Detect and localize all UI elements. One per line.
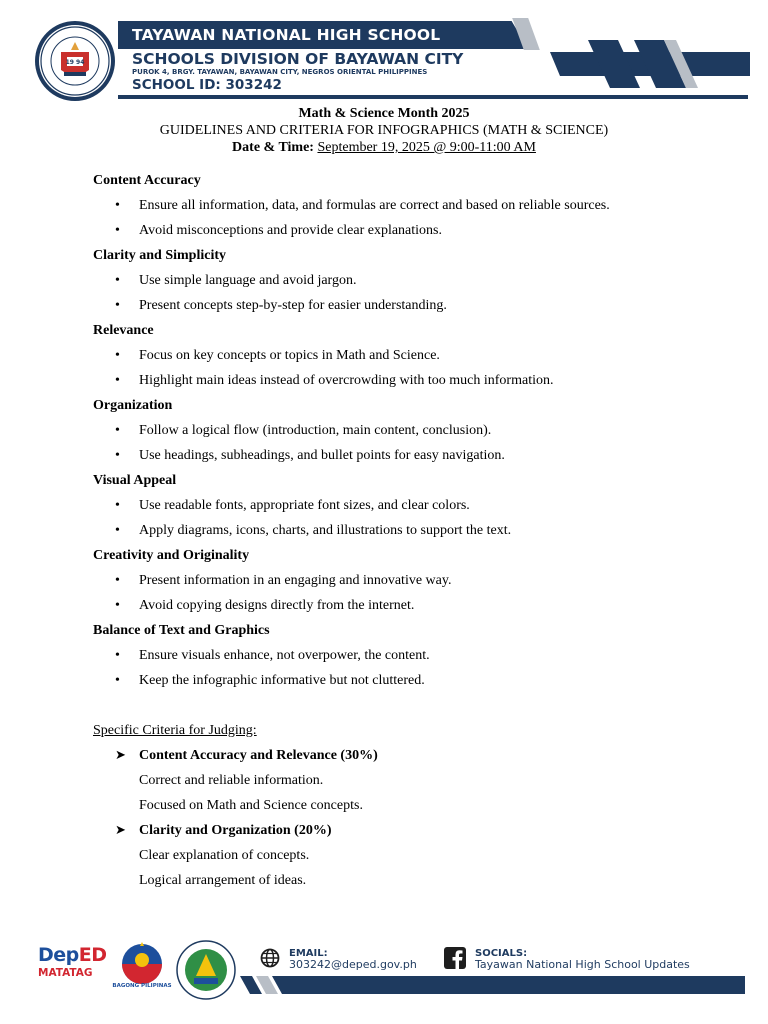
letterhead-footer	[0, 930, 768, 1024]
section-content-accuracy	[93, 172, 733, 247]
criteria-heading: Specific Criteria for Judging:	[93, 723, 257, 738]
bullet-item: • Present information in an engaging and innovative way.	[93, 572, 733, 597]
section-title: Organization	[93, 398, 173, 413]
bullet-item: • Highlight main ideas instead of overcrowding with too much information.	[93, 372, 733, 397]
header-decorative-stripes	[540, 38, 750, 96]
section-spacer	[93, 697, 733, 722]
guidelines-body	[93, 172, 733, 897]
footer-decorative-bar	[240, 976, 745, 994]
judging-criteria	[93, 722, 733, 897]
criteria-line: Focused on Math and Science concepts.	[139, 798, 363, 813]
section-balance-text-graphics	[93, 622, 733, 697]
school-name: TAYAWAN NATIONAL HIGH SCHOOL	[132, 26, 441, 44]
section-creativity-originality	[93, 547, 733, 622]
bullet-item: • Focus on key concepts or topics in Math and Science.	[93, 347, 733, 372]
date-time-line	[0, 139, 768, 156]
bullet-item: • Use simple language and avoid jargon.	[93, 272, 733, 297]
bullet-item: • Ensure all information, data, and formulas are correct and based on reliable sources.	[93, 197, 733, 222]
division-name: SCHOOLS DIVISION OF BAYAWAN CITY	[132, 50, 464, 68]
bullet-item: • Present concepts step-by-step for easier understanding.	[93, 297, 733, 322]
school-address: PUROK 4, BRGY. TAYAWAN, BAYAWAN CITY, NEGROS ORIENTAL PHILIPPINES	[132, 68, 428, 76]
socials-value: Tayawan National High School Updates	[475, 958, 690, 971]
section-title: Visual Appeal	[93, 473, 177, 488]
criteria-item	[93, 747, 733, 772]
socials-label: SOCIALS:	[475, 948, 528, 959]
section-title: Creativity and Originality	[93, 548, 250, 563]
facebook-icon	[444, 947, 466, 969]
bullet-item: • Avoid misconceptions and provide clear explanations.	[93, 222, 733, 247]
email-label: EMAIL:	[289, 948, 328, 959]
bullet-item: • Ensure visuals enhance, not overpower, the content.	[93, 647, 733, 672]
section-organization	[93, 397, 733, 472]
criteria-item-title: Clarity and Organization (20%)	[139, 823, 332, 838]
section-title: Relevance	[93, 323, 154, 338]
division-seal-logo	[176, 940, 236, 1000]
section-title: Content Accuracy	[93, 173, 201, 188]
section-title: Clarity and Simplicity	[93, 248, 227, 263]
criteria-item-title: Content Accuracy and Relevance (30%)	[139, 748, 378, 763]
document-subtitle: GUIDELINES AND CRITERIA FOR INFOGRAPHICS (MATH & SCIENCE)	[159, 123, 609, 138]
svg-text:19 94: 19 94	[65, 59, 85, 66]
bullet-item: • Use readable fonts, appropriate font sizes, and clear colors.	[93, 497, 733, 522]
matatag-text: MATATAG	[38, 967, 93, 979]
header-rule	[118, 95, 748, 99]
bullet-item: • Apply diagrams, icons, charts, and illustrations to support the text.	[93, 522, 733, 547]
school-seal-logo	[34, 20, 116, 102]
letterhead	[0, 0, 768, 104]
section-relevance	[93, 322, 733, 397]
criteria-line: Correct and reliable information.	[139, 773, 324, 788]
bagong-pilipinas-logo	[108, 940, 176, 1000]
criteria-line: Logical arrangement of ideas.	[139, 873, 307, 888]
arrow-bullet-icon: ➤	[115, 823, 126, 838]
globe-icon	[260, 948, 280, 968]
bagong-pilipinas-label: BAGONG PILIPINAS	[112, 983, 172, 989]
bullet-item: • Follow a logical flow (introduction, main content, conclusion).	[93, 422, 733, 447]
bullet-item: • Use headings, subheadings, and bullet points for easy navigation.	[93, 447, 733, 472]
document-title-block	[0, 105, 768, 156]
bullet-item: • Avoid copying designs directly from the internet.	[93, 597, 733, 622]
section-title: Balance of Text and Graphics	[93, 623, 270, 638]
arrow-bullet-icon: ➤	[115, 748, 126, 763]
section-visual-appeal	[93, 472, 733, 547]
date-value: September 19, 2025 @ 9:00-11:00 AM	[317, 140, 536, 155]
section-clarity-simplicity	[93, 247, 733, 322]
school-id: SCHOOL ID: 303242	[132, 77, 282, 93]
deped-logo-text: DepED	[38, 944, 107, 966]
deped-matatag-logo	[38, 944, 107, 992]
event-title: Math & Science Month 2025	[298, 106, 470, 121]
criteria-item	[93, 822, 733, 847]
date-label: Date & Time:	[232, 140, 314, 155]
bullet-item: • Keep the infographic informative but not cluttered.	[93, 672, 733, 697]
email-value: 303242@deped.gov.ph	[289, 958, 417, 971]
criteria-line: Clear explanation of concepts.	[139, 848, 310, 863]
